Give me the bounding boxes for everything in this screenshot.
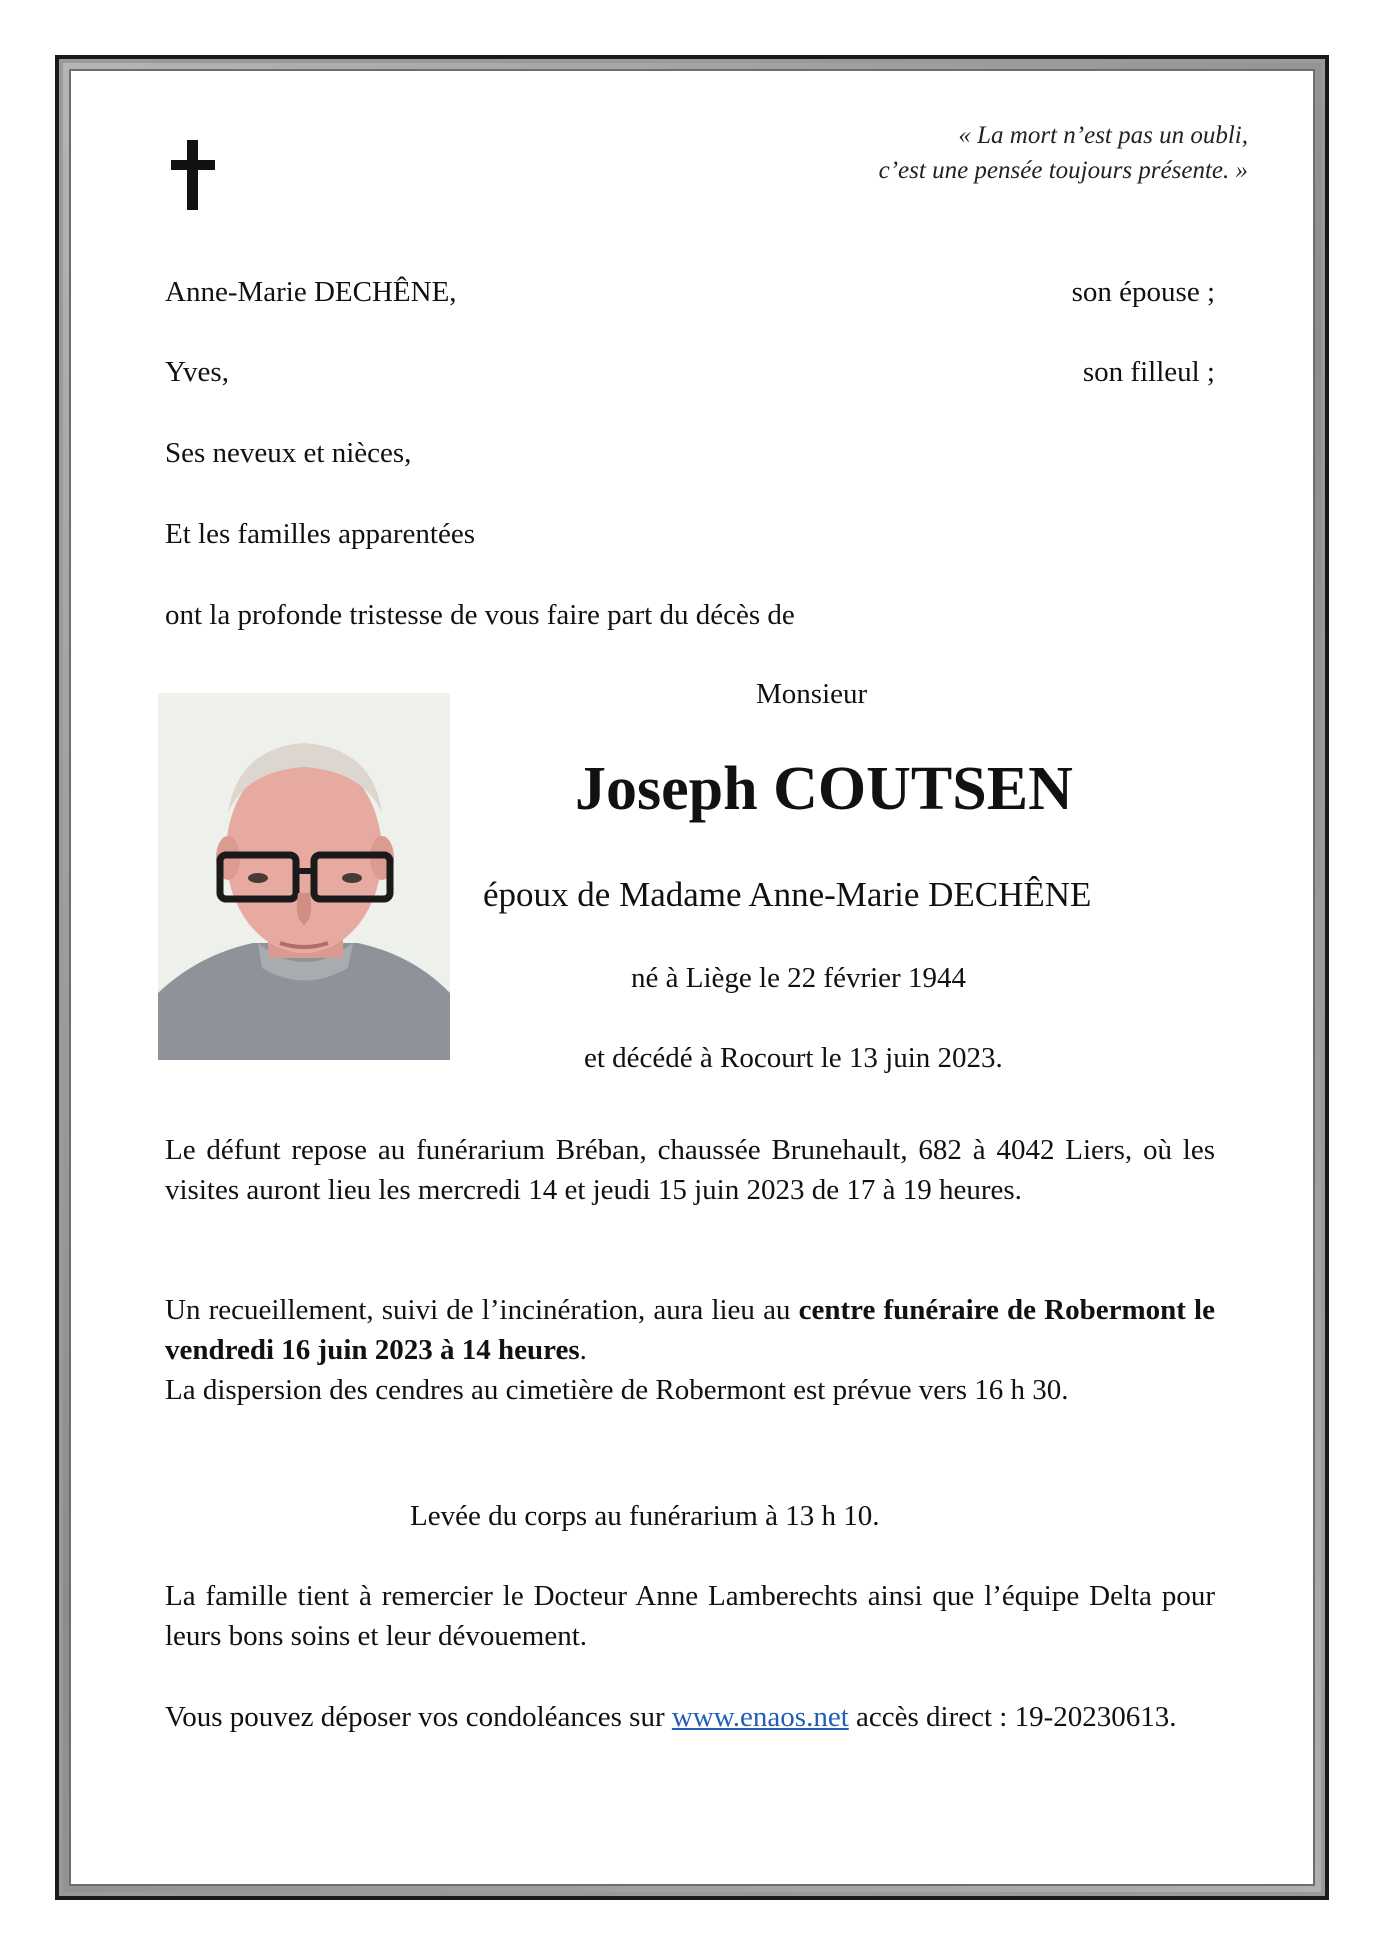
mourner-relation: son filleul ; — [1082, 356, 1215, 388]
mourner-name: Anne-Marie DECHÊNE, — [165, 276, 457, 308]
condolences-paragraph — [165, 1697, 1215, 1737]
dispersion-paragraph: La dispersion des cendres au cimetière de Robermont est prévue vers 16 h 30. — [165, 1374, 1069, 1406]
visitation-paragraph: Le défunt repose au funérarium Bréban, chaussée Brunehault, 682 à 4042 Liers, où les visites auront lieu les mercredi 14 et jeudi 15 juin 2023 de 17 à 19 heures. — [165, 1134, 1215, 1206]
deceased-name: Joseph COUTSEN — [575, 755, 1073, 823]
condolences-before: Vous pouvez déposer vos condoléances sur — [165, 1701, 672, 1733]
mourner-row — [165, 514, 1215, 554]
mourner-row — [165, 433, 1215, 473]
ceremony-paragraph — [165, 1290, 1215, 1370]
announcement-text: ont la profonde tristesse de vous faire part du décès de — [165, 599, 795, 631]
death-line: et décédé à Rocourt le 13 juin 2023. — [584, 1042, 1003, 1074]
epigraph-line-2: c’est une pensée toujours présente. » — [878, 157, 1248, 184]
mourner-name: Yves, — [165, 356, 229, 388]
condolences-after: accès direct : 19-20230613. — [848, 1701, 1177, 1733]
thanks-paragraph: La famille tient à remercier le Docteur Anne Lamberechts ainsi que l’équipe Delta pour leurs bons soins et leur dévouement. — [165, 1580, 1215, 1652]
spouse-line: époux de Madame Anne-Marie DECHÊNE — [483, 875, 1092, 914]
mourner-name: Et les familles apparentées — [165, 518, 476, 550]
mourner-row — [165, 352, 1215, 392]
ceremony-intro: Un recueillement, suivi de l’incinération, aura lieu au — [165, 1294, 799, 1326]
ceremony-end: . — [579, 1334, 587, 1366]
mourner-relation: son épouse ; — [1071, 276, 1215, 308]
ceremony-bold: centre funéraire de Robermont le vendredi 16 juin 2023 à 14 heures — [165, 1294, 1215, 1366]
honorific: Monsieur — [756, 678, 868, 710]
condolences-link[interactable]: www.enaos.net — [671, 1701, 849, 1733]
epigraph-line-1: « La mort n’est pas un oubli, — [958, 122, 1248, 149]
birth-line: né à Liège le 22 février 1944 — [631, 962, 966, 994]
mourner-row — [165, 272, 1215, 312]
cross-icon — [171, 140, 215, 210]
portrait-photo — [158, 693, 450, 1060]
mourner-name: Ses neveux et nièces, — [165, 437, 412, 469]
levee-line: Levée du corps au funérarium à 13 h 10. — [410, 1500, 880, 1532]
epigraph-quote — [879, 118, 1248, 188]
